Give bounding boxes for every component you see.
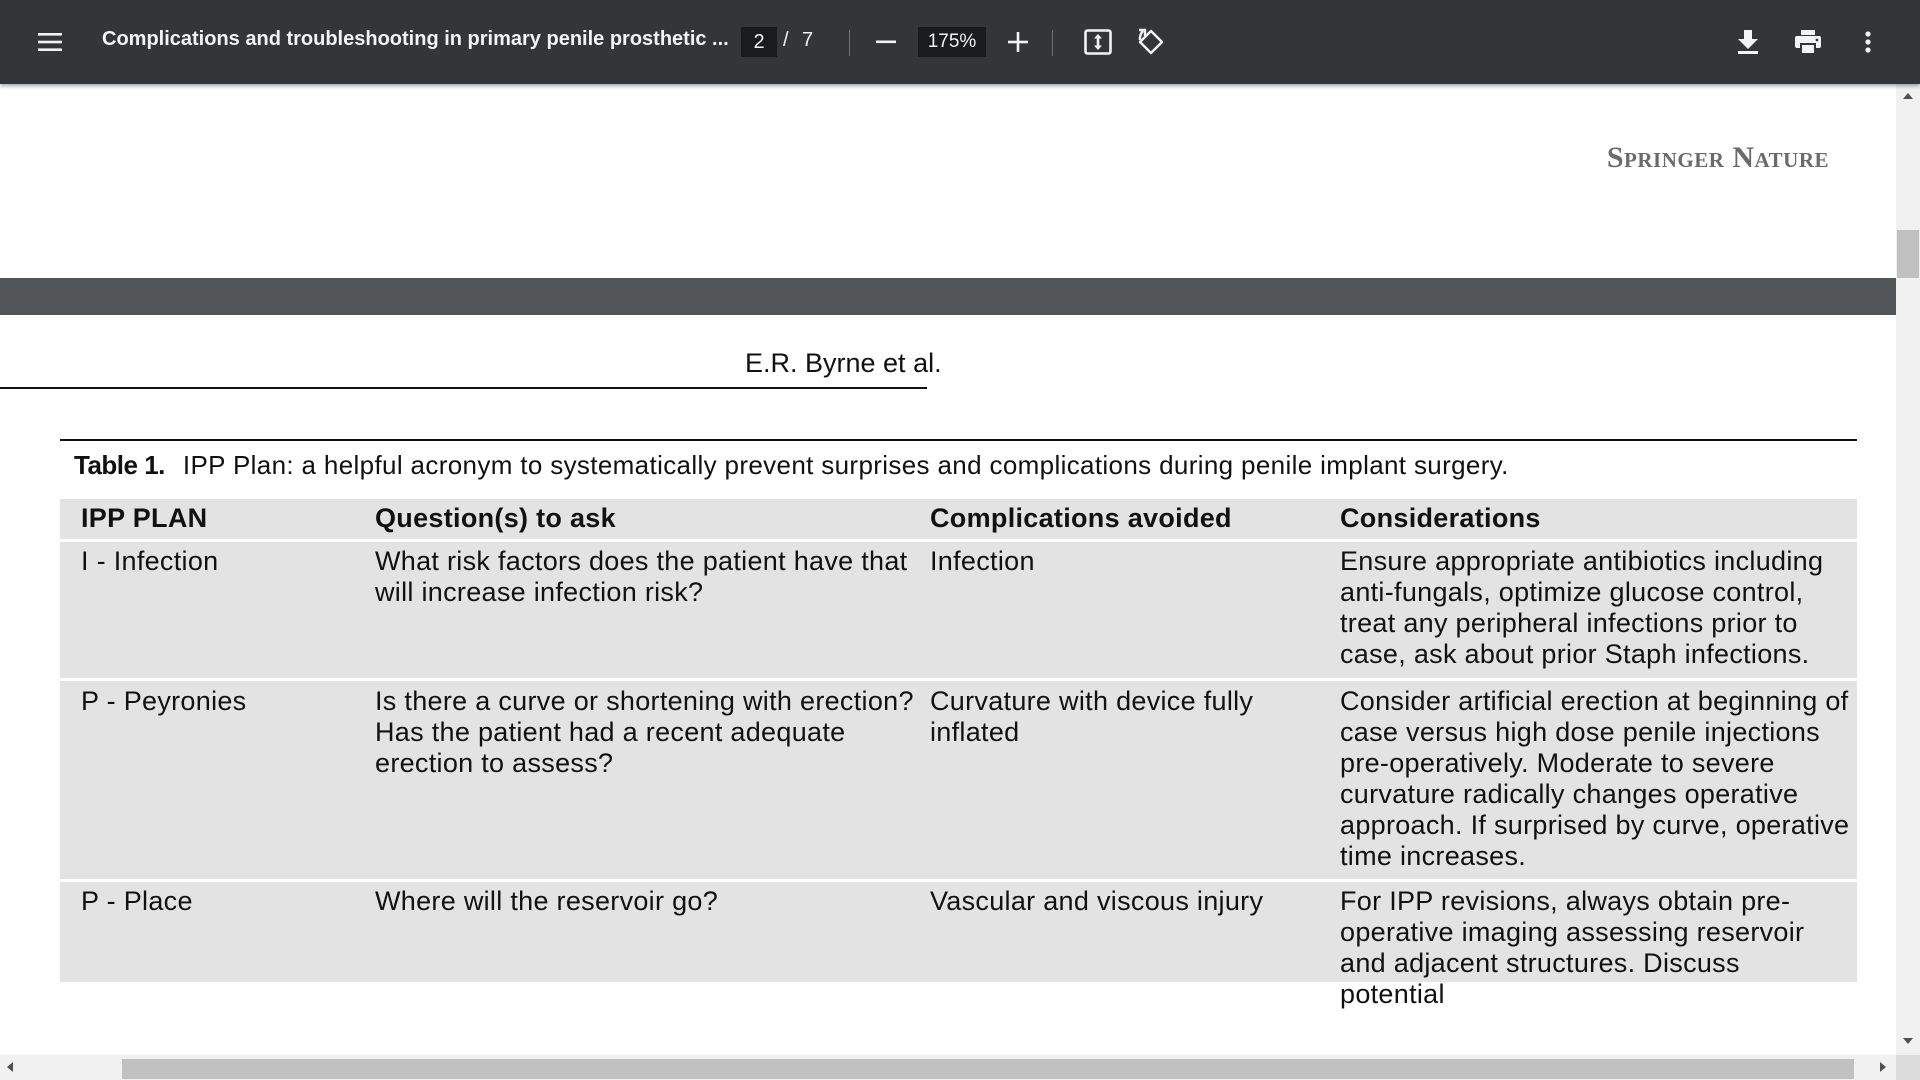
cell-considerations: Ensure appropriate antibiotics including anti-fungals, optimize glucose control, treat any peripheral infections prior to case, ask about prior Staph infections. bbox=[1340, 546, 1824, 669]
more-vert-icon bbox=[1865, 31, 1871, 53]
pdf-toolbar bbox=[0, 0, 1920, 84]
cell-complications: Vascular and viscous injury bbox=[930, 886, 1264, 916]
fit-page-icon bbox=[1084, 29, 1112, 55]
rotate-button[interactable] bbox=[1131, 22, 1171, 62]
scroll-right-arrow-icon[interactable] bbox=[1880, 1062, 1886, 1072]
zoom-out-button[interactable] bbox=[866, 22, 906, 62]
scroll-left-arrow-icon[interactable] bbox=[7, 1062, 13, 1072]
cell-plan: I - Infection bbox=[81, 546, 219, 576]
horizontal-scroll-thumb[interactable] bbox=[122, 1059, 1854, 1079]
cell-plan: P - Place bbox=[81, 886, 193, 916]
table-row bbox=[60, 882, 1857, 1009]
zoom-in-icon bbox=[1008, 32, 1028, 52]
toolbar-divider bbox=[1052, 30, 1053, 56]
ipp-plan-table bbox=[60, 499, 1857, 1009]
header-cell: Question(s) to ask bbox=[375, 503, 616, 533]
table-caption bbox=[74, 450, 1509, 481]
cell-complications: Infection bbox=[930, 546, 1035, 576]
fit-to-page-button[interactable] bbox=[1078, 22, 1118, 62]
publisher-name: Springer Nature bbox=[1606, 141, 1829, 174]
zoom-in-button[interactable] bbox=[998, 22, 1038, 62]
scrollbar-corner bbox=[1896, 1055, 1920, 1080]
publisher-logo bbox=[1607, 141, 1829, 175]
print-button[interactable] bbox=[1788, 22, 1828, 62]
header-rule bbox=[0, 387, 927, 389]
scroll-down-arrow-icon[interactable] bbox=[1903, 1038, 1913, 1044]
cell-considerations: For IPP revisions, always obtain pre-operative imaging assessing reservoir and adjacent structures. Discuss potential bbox=[1340, 886, 1805, 1009]
header-cell: Complications avoided bbox=[930, 503, 1232, 533]
rotate-icon bbox=[1137, 28, 1165, 56]
table-top-rule bbox=[60, 439, 1857, 441]
table-row bbox=[60, 542, 1857, 681]
cell-plan: P - Peyronies bbox=[81, 686, 247, 716]
zoom-out-icon bbox=[876, 40, 896, 44]
download-icon bbox=[1738, 30, 1758, 54]
table-caption-text: IPP Plan: a helpful acronym to systematically prevent surprises and complications during penile implant surgery. bbox=[182, 450, 1509, 480]
running-head: E.R. Byrne et al. bbox=[745, 348, 942, 378]
download-button[interactable] bbox=[1728, 22, 1768, 62]
cell-question: Is there a curve or shortening with erection? Has the patient had a recent adequate erection to assess? bbox=[375, 686, 914, 778]
page-separator: / bbox=[783, 29, 789, 51]
menu-icon[interactable] bbox=[30, 22, 70, 62]
document-title: Complications and troubleshooting in primary penile prosthetic ... bbox=[102, 28, 729, 50]
toolbar-divider bbox=[849, 30, 850, 56]
scroll-up-arrow-icon[interactable] bbox=[1903, 93, 1913, 99]
cell-complications: Curvature with device fully inflated bbox=[930, 686, 1254, 747]
header-cell: Considerations bbox=[1340, 503, 1541, 533]
table-row bbox=[60, 681, 1857, 882]
page-number-input[interactable]: 2 bbox=[741, 27, 777, 57]
cell-question: Where will the reservoir go? bbox=[375, 886, 719, 916]
page-separator-gap bbox=[0, 278, 1896, 315]
table-header-row bbox=[60, 499, 1857, 542]
header-cell: IPP PLAN bbox=[81, 503, 208, 533]
cell-considerations: Consider artificial erection at beginning of case versus high dose penile injections pre-operatively. Moderate to severe curvature radically changes operative approach. If surprised by curve, operative time increases. bbox=[1340, 686, 1850, 871]
table-label: Table 1. bbox=[74, 450, 165, 480]
more-options-button[interactable] bbox=[1848, 22, 1888, 62]
cell-question: What risk factors does the patient have that will increase infection risk? bbox=[375, 546, 908, 607]
zoom-level-input[interactable]: 175% bbox=[918, 27, 986, 57]
print-icon bbox=[1795, 30, 1821, 54]
vertical-scroll-thumb[interactable] bbox=[1897, 230, 1919, 278]
page-total: 7 bbox=[802, 29, 814, 51]
